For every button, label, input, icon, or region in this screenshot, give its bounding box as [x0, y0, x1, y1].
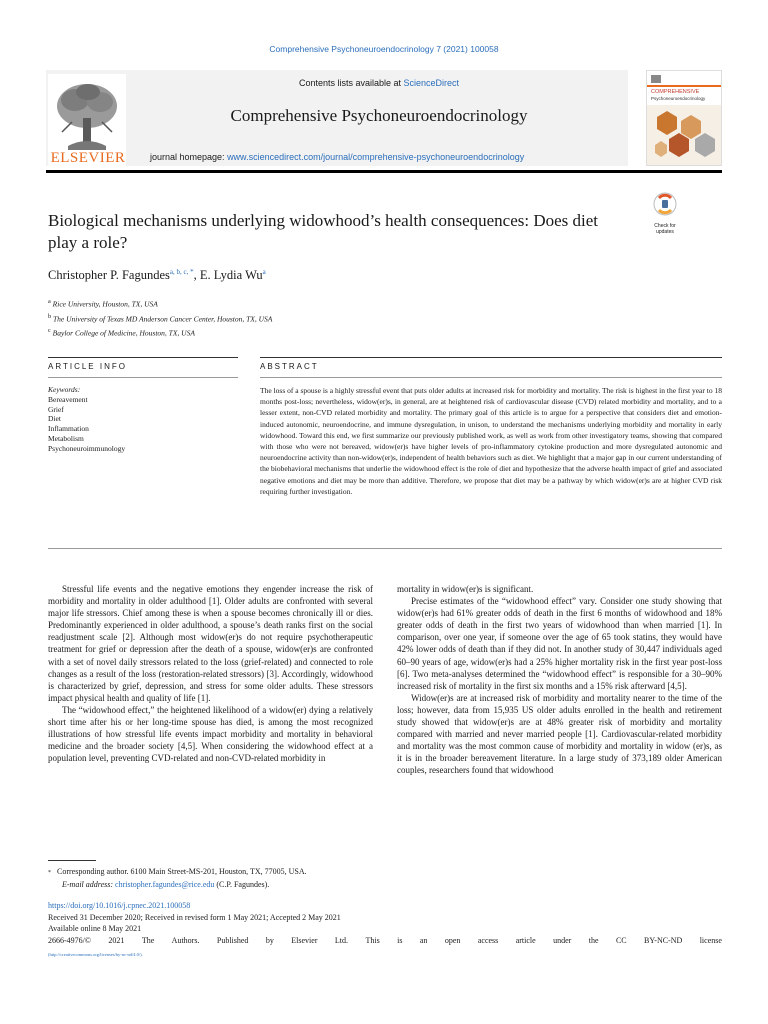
contents-availability	[130, 78, 628, 88]
license-word: CC	[615, 935, 627, 945]
check-for-updates-badge-icon[interactable]	[648, 192, 682, 235]
journal-cover-icon[interactable]	[646, 70, 722, 166]
corresponding-line: * Corresponding author. 6100 Main Street-MS-201, Houston, TX, 77005, USA.	[48, 867, 307, 876]
publication-info	[48, 900, 722, 946]
abstract-rule	[260, 377, 722, 378]
affiliation-item	[48, 325, 272, 340]
keyword-item: Psychoneuroimmunology	[48, 443, 126, 453]
article-info-heading: ARTICLE INFO	[48, 362, 127, 371]
license-word: the	[588, 935, 599, 945]
keywords-label: Keywords:	[48, 385, 81, 394]
affiliation-mark: b	[48, 312, 52, 320]
article-info-top-rule	[48, 357, 238, 358]
body-column-right	[397, 583, 722, 777]
body-paragraph: mortality in widow(er)s is significant.	[397, 584, 534, 594]
sciencedirect-link[interactable]: ScienceDirect	[403, 78, 460, 88]
license-word: Elsevier	[291, 935, 318, 945]
affiliation-text: Baylor College of Medicine, Houston, TX, USA	[52, 328, 195, 338]
abstract-heading: ABSTRACT	[260, 362, 319, 371]
body-paragraph: Precise estimates of the “widowhood effect” vary. Consider one study showing that widow(er)s had 61% greater odds of death in the first 6 months of widowhood and 18% greater odds of death in the first two years of widowhood than when married [1]. In comparison, over one year, if someone over the age of 65 took statins, they would have 42% lower odds of death than if they did not. In another study of 30,447 individuals aged 60–90 years of age, widow(er)s had a 25% higher mortality risk in the first year post-loss [6]. Two meta-analyses determined the “widowhood effect” is responsible for a 30–90% increased risk of mortality in the first six months and a 15% risk afterward [4,5].	[397, 596, 722, 691]
license-word: is	[397, 935, 403, 945]
keyword-item: Metabolism	[48, 433, 84, 443]
body-paragraph: Stressful life events and the negative emotions they engender increase the risk of morbidity and mortality in older adulthood [1]. Older adults are confronted with several major life stressors. Chief among these is when a spouse becomes chronically ill or dies. Predominantly experienced in older adulthood, a spouse’s death ranks first on the social readjustment scale [2]. Although most widow(er)s do not require psychotherapeutic treatment for grief or depression after the death of a spouse, widow(er)s are confronted with a set of novel daily stressors related to the loss (grief-related) and connected to role changes as a result of the loss (restoration-related stressors) [3]. Accordingly, widowhood is characterized by grief, depression, and stress for some older adults. These stressors impact physical health and quality of life [1].	[48, 584, 373, 703]
license-word: The	[141, 935, 155, 945]
email-link[interactable]: christopher.fagundes@rice.edu	[115, 880, 215, 889]
abstract-text: The loss of a spouse is a highly stressful event that puts older adults at increased risk for morbidity and mortality. The risk is highest in the first year to 18 months post-loss; nevertheless, widow(er)s, in general, are at heightened risk of cardiovascular disease (CVD) related morbidity and mortality, and to a lesser extent, non-CVD related morbidity and mortality. The primary goal of this article is to argue for a perspective that considers diet and emotion-induced autonomic, neuroendocrine, and immune dysregulation, in unison, to understand the mechanisms underlying morbidity and mortality in early widowhood. Toward this end, we first summarize our previously published work, as well as work from other investigatory teams, showing that compared with those who were not bereaved, widow(er)s have higher levels of pro-inflammatory cytokine production and more dysregulated autonomic and neuroendocrine activity than non-widow(er)s, independent of health behaviors such as diet. We highlight that a major gap in our current understanding of the biobehavioral mechanisms that underlie the widowhood effect is the role of diet and hypothesize that the adverse health impact of grief and associated negative emotions and diet may be more than additive. Therefore, we propose that diet may be a pathway by which widow(er)s are at higher CVD risk requiring further investigation.	[260, 386, 722, 496]
cover-title-1: COMPREHENSIVE	[651, 89, 700, 95]
article-info-rule	[48, 377, 238, 378]
keyword-item: Bereavement	[48, 394, 88, 404]
keyword-item: Inflammation	[48, 424, 89, 434]
author-separator: ,	[193, 268, 200, 283]
doi-link[interactable]: https://doi.org/10.1016/j.cpnec.2021.100058	[48, 901, 191, 910]
body-paragraph: The “widowhood effect,” the heightened likelihood of a widow(er) dying a relatively short time after his or her long-time spouse has died, is among the most recognized illustrations of how stressful life events impact morbidity and mortality in behavioral medicine and the broader society [4,5]. When considering the widowhood effect at a population level, preventing CVD-related and non-CVD-related morbidity in	[48, 704, 373, 764]
corresponding-text: Corresponding author. 6100 Main Street-MS-201, Houston, TX, 77005, USA.	[57, 867, 307, 876]
cover-title-2: Psychoneuroendocrinology	[651, 96, 706, 101]
affiliation-item	[48, 311, 272, 326]
license-word: open	[444, 935, 461, 945]
keyword-item: Grief	[48, 404, 64, 414]
online-date: Available online 8 May 2021	[48, 924, 142, 933]
author-affiliation-marks[interactable]: a	[262, 268, 266, 276]
license-word: license	[699, 935, 722, 945]
license-word: Authors.	[171, 935, 200, 945]
license-line	[48, 935, 722, 947]
check-badge-label: Check for updates	[654, 223, 676, 235]
author-name[interactable]: E. Lydia Wu	[199, 268, 263, 283]
affiliations	[48, 296, 272, 340]
publisher-logo: ELSEVIER	[50, 150, 126, 166]
footnote-divider	[48, 860, 96, 861]
license-word: under	[553, 935, 572, 945]
license-word: BY-NC-ND	[644, 935, 683, 945]
body-paragraph: Widow(er)s are at increased risk of morbidity and mortality nearer to the time of the loss; however, data from 15,935 US older adults enrolled in the health and retirement study showed that widow(er)s are at 48% greater risk of morbidity and mortality compared with married and never married people [1]. Cardiovascular-related morbidity and mortality was the most common cause of morbidity and mortality in widow (er)s, as it is in the broader bereavement literature. In a large study of 373,189 older American couples, researchers found that widowhood	[397, 692, 722, 776]
corresponding-author-footnote	[48, 866, 307, 891]
journal-homepage	[150, 152, 524, 162]
license-word: an	[419, 935, 428, 945]
abstract-bottom-rule	[48, 548, 722, 549]
badge-graphic	[648, 192, 682, 218]
keyword-item: Diet	[48, 414, 61, 424]
journal-title: Comprehensive Psychoneuroendocrinology	[230, 106, 528, 125]
email-line	[48, 879, 307, 891]
cover-art	[647, 71, 722, 166]
received-dates: Received 31 December 2020; Received in revised form 1 May 2021; Accepted 2 May 2021	[48, 912, 341, 922]
homepage-link[interactable]: www.sciencedirect.com/journal/comprehensive-psychoneuroendocrinology	[227, 152, 525, 162]
email-label: E-mail address:	[62, 880, 116, 889]
license-word: Ltd.	[334, 935, 349, 945]
license-word: by	[265, 935, 274, 945]
body-column-left	[48, 583, 373, 764]
homepage-label: journal homepage:	[150, 152, 228, 162]
article-title: Biological mechanisms underlying widowhood’s health consequences: Does diet play a role?	[48, 211, 599, 252]
affiliation-mark: a	[48, 298, 51, 305]
license-word: 2021	[108, 935, 125, 945]
author-list	[48, 268, 266, 283]
affiliation-item	[48, 296, 272, 311]
journal-reference[interactable]: Comprehensive Psychoneuroendocrinology 7 (2021) 100058	[269, 44, 499, 54]
license-link[interactable]: (http://creativecommons.org/licenses/by-nc-nd/4.0/).	[48, 952, 143, 957]
author-name[interactable]: Christopher P. Fagundes	[48, 268, 170, 283]
affiliation-text: The University of Texas MD Anderson Cancer Center, Houston, TX, USA	[53, 314, 273, 323]
contents-prefix: Contents lists available at	[298, 78, 404, 88]
affiliation-text: Rice University, Houston, TX, USA	[52, 299, 158, 309]
license-word: article	[515, 935, 536, 945]
author-affiliation-marks[interactable]: a, b, c, *	[169, 268, 194, 276]
keywords-list	[48, 385, 125, 454]
license-word: This	[365, 935, 380, 945]
license-word: Published	[216, 935, 249, 945]
email-suffix: (C.P. Fagundes).	[214, 880, 270, 889]
abstract-top-rule	[260, 357, 722, 358]
license-word: 2666-4976/©	[48, 935, 91, 945]
header-divider	[46, 170, 722, 173]
affiliation-mark: c	[48, 327, 51, 334]
license-word: access	[477, 935, 499, 945]
